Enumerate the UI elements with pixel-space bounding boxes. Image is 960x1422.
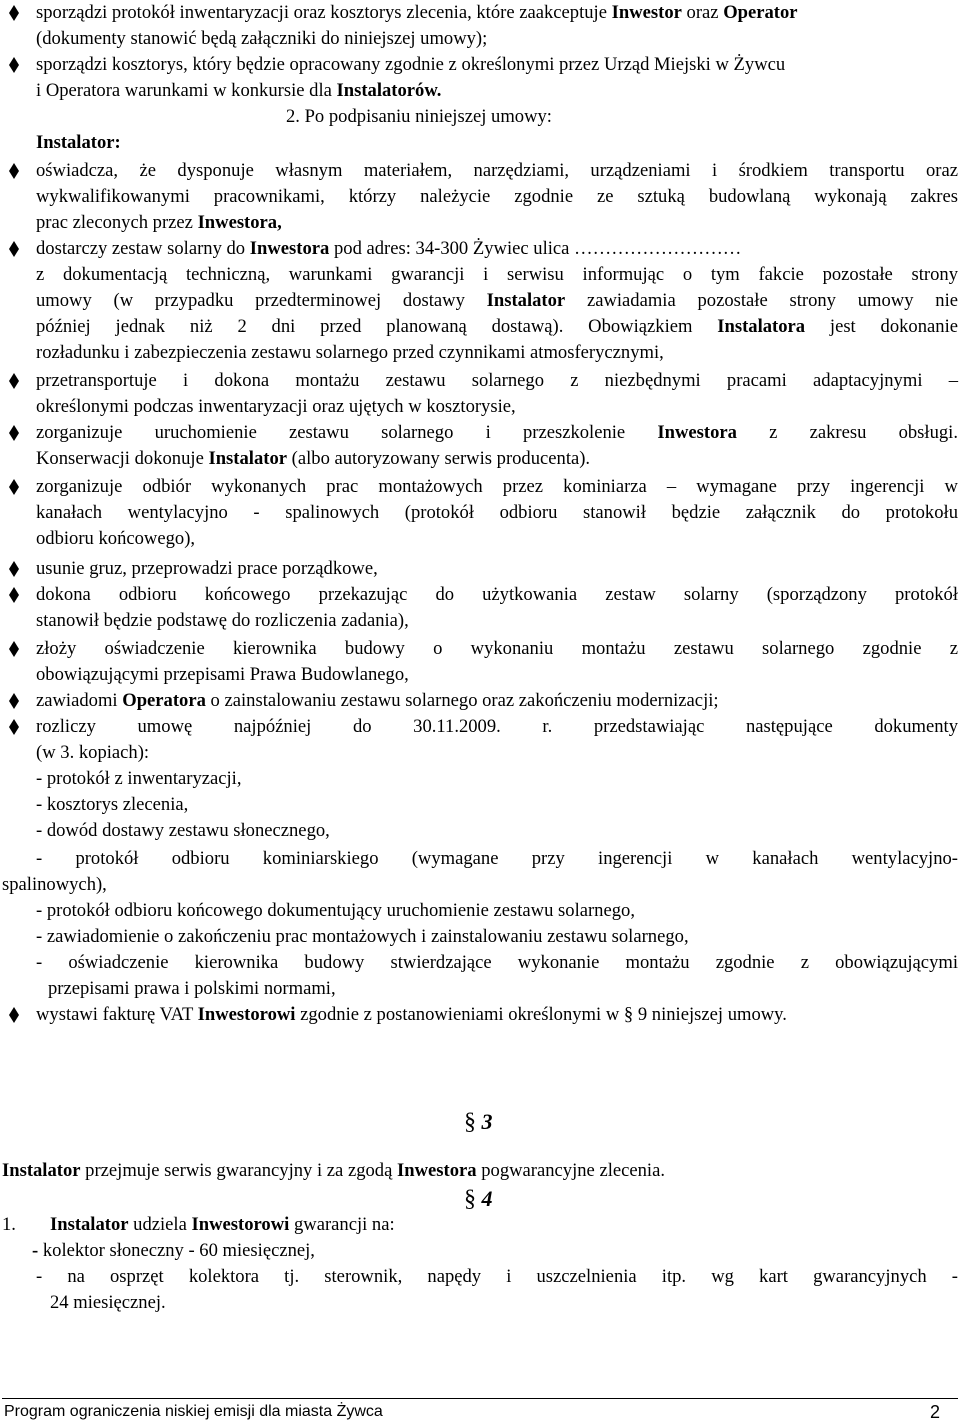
diamond-bullet-icon xyxy=(8,163,20,179)
list-item: - kolektor słoneczny - 60 miesięcznej, xyxy=(32,1240,315,1261)
list-item: - protokół odbioru kominiarskiego (wymagane przy ingerencji w kanałach wentylacyjno- xyxy=(36,848,958,869)
list-item: przepisami prawa i polskimi normami, xyxy=(48,978,336,999)
text-line: wystawi fakturę VAT Inwestorowi zgodnie z postanowieniami określonymi w § 9 niniejszej umowy. xyxy=(36,1004,787,1025)
footer-title: Program ograniczenia niskiej emisji dla miasta Żywca xyxy=(4,1403,383,1420)
list-item: - kosztorys zlecenia, xyxy=(36,794,189,815)
text-line: prac zleconych przez Inwestora, xyxy=(36,212,282,233)
diamond-bullet-icon xyxy=(8,241,20,257)
text-line: Konserwacji dokonuje Instalator (albo autoryzowany serwis producenta). xyxy=(36,448,591,469)
text-line: kanałach wentylacyjno - spalinowych (protokół odbioru stanowił będzie załącznik do protokołu xyxy=(36,502,958,523)
text-line: (w 3. kopiach): xyxy=(36,742,150,763)
text-line: rozliczy umowę najpóźniej do 30.11.2009. r. przedstawiając następujące dokumenty xyxy=(36,716,958,737)
diamond-bullet-icon xyxy=(8,373,20,389)
text-line: stanowił będzie podstawę do rozliczenia zadania), xyxy=(36,610,409,631)
text-line: przetransportuje i dokona montażu zestawu solarnego z niezbędnymi pracami adaptacyjnymi – xyxy=(36,370,958,391)
list-item: - protokół z inwentaryzacji, xyxy=(36,768,242,789)
section-heading-4: § 4 xyxy=(464,1186,493,1212)
numbered-paragraph: 2. Po podpisaniu niniejszej umowy: xyxy=(286,106,552,127)
list-item: - dowód dostawy zestawu słonecznego, xyxy=(36,820,330,841)
text-line: i Operatora warunkami w konkursie dla Instalatorów. xyxy=(36,80,442,101)
text-line: z dokumentacją techniczną, warunkami gwarancji i serwisu informując o tym fakcie pozostałe strony xyxy=(36,264,958,285)
diamond-bullet-icon xyxy=(8,719,20,735)
text-line: później jednak niż 2 dni przed planowaną dostawą). Obowiązkiem Instalatora jest dokonanie xyxy=(36,316,958,337)
text-line: obowiązującymi przepisami Prawa Budowlanego, xyxy=(36,664,409,685)
page-number: 2 xyxy=(930,1402,941,1422)
text-line: umowy (w przypadku przedterminowej dostawy Instalator zawiadamia pozostałe strony umowy nie xyxy=(36,290,958,311)
text-line: odbioru końcowego), xyxy=(36,528,196,549)
diamond-bullet-icon xyxy=(8,587,20,603)
list-item: - na osprzęt kolektora tj. sterownik, napędy i uszczelnienia itp. wg kart gwarancyjnych - xyxy=(36,1266,958,1287)
section-4-item-number: 1. xyxy=(2,1214,16,1235)
section-3-paragraph: Instalator przejmuje serwis gwarancyjny i za zgodą Inwestora pogwarancyjne zlecenia. xyxy=(2,1160,665,1181)
text-line: sporządzi kosztorys, który będzie opracowany zgodnie z określonymi przez Urząd Miejski w Żywcu xyxy=(36,54,786,75)
text-line: dokona odbioru końcowego przekazując do użytkowania zestaw solarny (sporządzony protokół xyxy=(36,584,958,605)
list-item: spalinowych), xyxy=(2,874,107,895)
text-line: zawiadomi Operatora o zainstalowaniu zestawu solarnego oraz zakończeniu modernizacji; xyxy=(36,690,719,711)
diamond-bullet-icon xyxy=(8,5,20,21)
diamond-bullet-icon xyxy=(8,561,20,577)
text-line: zorganizuje uruchomienie zestawu solarnego i przeszkolenie Inwestora z zakresu obsługi. xyxy=(36,422,958,443)
list-item: - zawiadomienie o zakończeniu prac montażowych i zainstalowaniu zestawu solarnego, xyxy=(36,926,689,947)
text-line: rozładunku i zabezpieczenia zestawu solarnego przed czynnikami atmosferycznymi, xyxy=(36,342,664,363)
text-line: złoży oświadczenie kierownika budowy o wykonaniu montażu zestawu solarnego zgodnie z xyxy=(36,638,958,659)
text-line: Instalator: xyxy=(36,132,121,153)
text-line: oświadcza, że dysponuje własnym materiałem, narzędziami, urządzeniami i środkiem transportu oraz xyxy=(36,160,958,181)
text-line: określonymi podczas inwentaryzacji oraz ujętych w kosztorysie, xyxy=(36,396,516,417)
section-4-paragraph: Instalator udziela Inwestorowi gwarancji na: xyxy=(50,1214,395,1235)
diamond-bullet-icon xyxy=(8,641,20,657)
text-line: sporządzi protokół inwentaryzacji oraz kosztorys zlecenia, które zaakceptuje Inwestor oraz Operator xyxy=(36,2,798,23)
list-item: - protokół odbioru końcowego dokumentujący uruchomienie zestawu solarnego, xyxy=(36,900,635,921)
diamond-bullet-icon xyxy=(8,57,20,73)
section-heading-3: § 3 xyxy=(464,1109,493,1135)
text-line: zorganizuje odbiór wykonanych prac montażowych przez kominiarza – wymagane przy ingerencji w xyxy=(36,476,958,497)
text-line: (dokumenty stanowić będą załączniki do niniejszej umowy); xyxy=(36,28,488,49)
text-line: wykwalifikowanymi pracownikami, którzy należycie zgodnie ze sztuką budowlaną wykonają zakres xyxy=(36,186,958,207)
text-line: usunie gruz, przeprowadzi prace porządkowe, xyxy=(36,558,378,579)
list-item: 24 miesięcznej. xyxy=(50,1292,166,1313)
list-item: - oświadczenie kierownika budowy stwierdzające wykonanie montażu zgodnie z obowiązującymi xyxy=(36,952,958,973)
diamond-bullet-icon xyxy=(8,425,20,441)
diamond-bullet-icon xyxy=(8,693,20,709)
text-line: dostarczy zestaw solarny do Inwestora pod adres: 34-300 Żywiec ulica ……………………… xyxy=(36,238,742,259)
diamond-bullet-icon xyxy=(8,1007,20,1023)
diamond-bullet-icon xyxy=(8,479,20,495)
footer-rule xyxy=(2,1398,958,1399)
